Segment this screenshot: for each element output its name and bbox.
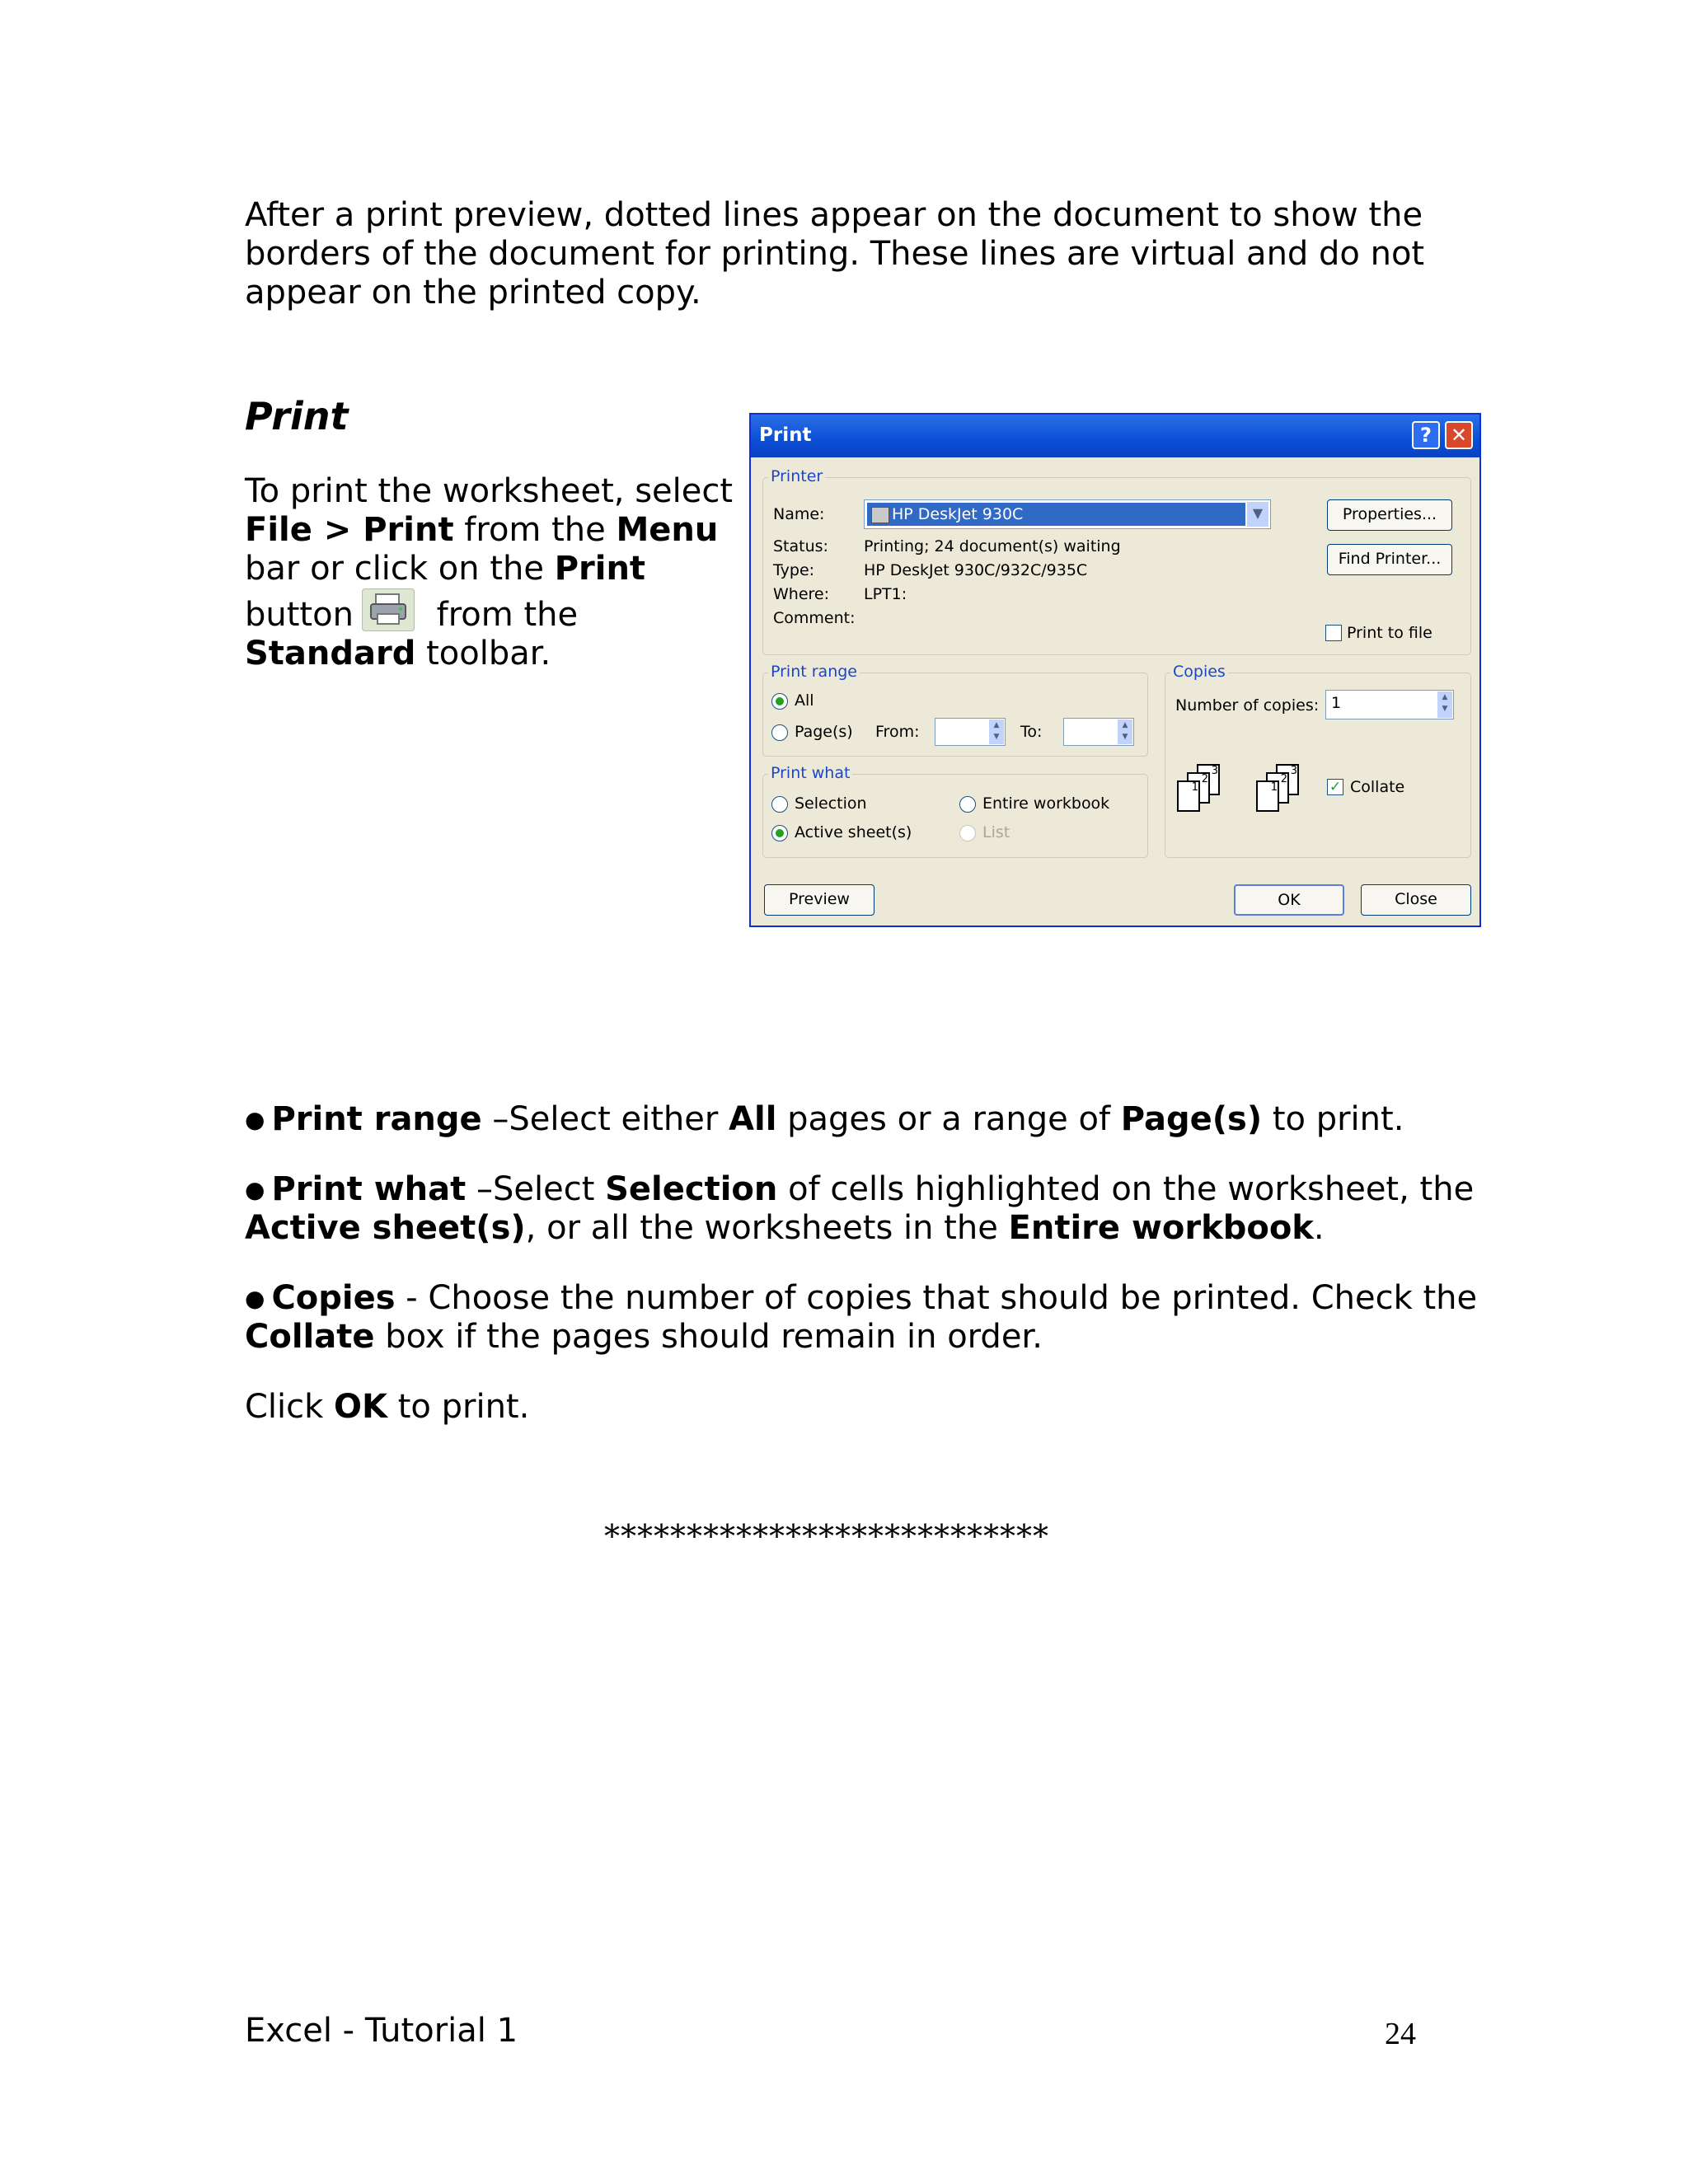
collate-pages-icon: 3 2 1 bbox=[1177, 764, 1221, 813]
active-sheets-radio[interactable] bbox=[771, 825, 788, 841]
to-field[interactable] bbox=[1063, 718, 1134, 746]
collate-checkbox[interactable]: ✓ bbox=[1327, 779, 1343, 795]
pages-radio[interactable] bbox=[771, 724, 788, 741]
title-bar bbox=[751, 415, 1479, 457]
text: box if the pages should remain in order. bbox=[374, 1318, 1043, 1356]
to-spinner[interactable]: ▲ ▼ bbox=[1118, 719, 1132, 744]
print-what-group bbox=[762, 764, 1148, 858]
print-label: Print bbox=[554, 550, 646, 588]
bold-term: OK bbox=[334, 1388, 388, 1426]
selection-label: Selection bbox=[795, 794, 867, 813]
bold-term: Entire workbook bbox=[1008, 1209, 1314, 1247]
bold-term: Copies bbox=[271, 1279, 396, 1317]
status-value: Printing; 24 document(s) waiting bbox=[864, 537, 1121, 555]
close-button[interactable]: Close bbox=[1361, 884, 1471, 916]
text: pages or a range of bbox=[776, 1100, 1121, 1138]
text: bar or click on the bbox=[245, 550, 555, 588]
help-button[interactable]: ? bbox=[1412, 421, 1440, 449]
print-to-file-checkbox[interactable] bbox=[1325, 625, 1342, 641]
list-radio[interactable] bbox=[959, 825, 976, 841]
print-range-group bbox=[762, 663, 1148, 757]
text: to print. bbox=[1262, 1100, 1404, 1138]
dialog-title: Print bbox=[759, 424, 812, 446]
text: from the bbox=[425, 596, 579, 634]
pages-label: Page(s) bbox=[795, 723, 853, 741]
list-item bbox=[245, 1170, 1481, 1248]
where-value: LPT1: bbox=[864, 585, 907, 603]
menu-label: Menu bbox=[616, 511, 719, 549]
file-print-label: File > Print bbox=[245, 511, 454, 549]
printer-small-icon bbox=[871, 507, 889, 523]
text: –Select bbox=[466, 1170, 606, 1208]
collate-label: Collate bbox=[1350, 778, 1405, 796]
printer-group bbox=[762, 467, 1471, 655]
number-of-copies-label: Number of copies: bbox=[1175, 696, 1320, 715]
text: To print the worksheet, select bbox=[245, 472, 734, 510]
text: Click bbox=[245, 1388, 335, 1426]
copies-label: Copies bbox=[1170, 663, 1228, 681]
find-printer-button[interactable]: Find Printer... bbox=[1327, 544, 1452, 575]
print-dialog bbox=[749, 413, 1481, 927]
entire-workbook-radio[interactable] bbox=[959, 796, 976, 813]
list-item bbox=[245, 1100, 1481, 1139]
separator-stars: *************************** bbox=[604, 1518, 1049, 1554]
bold-term: Print what bbox=[271, 1170, 467, 1208]
properties-button[interactable]: Properties... bbox=[1327, 499, 1452, 531]
bold-term: All bbox=[729, 1100, 777, 1138]
text: to print. bbox=[387, 1388, 530, 1426]
bold-term: Selection bbox=[605, 1170, 778, 1208]
all-radio[interactable] bbox=[771, 693, 788, 710]
text: of cells highlighted on the worksheet, the bbox=[777, 1170, 1475, 1208]
bullet-icon: ● bbox=[245, 1176, 265, 1203]
list-label: List bbox=[982, 823, 1010, 841]
print-instructions bbox=[245, 472, 739, 673]
to-label: To: bbox=[1020, 723, 1043, 741]
type-value: HP DeskJet 930C/932C/935C bbox=[864, 561, 1088, 579]
bold-term: Active sheet(s) bbox=[245, 1209, 526, 1247]
intro-paragraph: After a print preview, dotted lines appear on the document to show the borders of the document for printing. These lines are virtual and do not appear on the printed copy. bbox=[245, 196, 1425, 312]
close-icon[interactable]: ✕ bbox=[1445, 421, 1473, 449]
number-of-copies-field[interactable] bbox=[1325, 690, 1454, 719]
text: . bbox=[1313, 1209, 1325, 1247]
active-sheets-label: Active sheet(s) bbox=[795, 823, 912, 841]
text: button bbox=[245, 596, 354, 634]
from-label: From: bbox=[875, 723, 920, 741]
ok-button[interactable]: OK bbox=[1234, 884, 1344, 916]
from-spinner[interactable]: ▲ ▼ bbox=[989, 719, 1004, 744]
text: , or all the worksheets in the bbox=[525, 1209, 1009, 1247]
printer-name-value: HP DeskJet 930C bbox=[867, 503, 1245, 526]
standard-label: Standard bbox=[245, 635, 416, 673]
text: from the bbox=[453, 511, 617, 549]
bullet-list bbox=[245, 1100, 1481, 1458]
print-to-file-label: Print to file bbox=[1347, 624, 1432, 642]
selection-radio[interactable] bbox=[771, 796, 788, 813]
comment-label: Comment: bbox=[773, 609, 856, 627]
bold-term: Collate bbox=[245, 1318, 375, 1356]
name-label: Name: bbox=[773, 505, 825, 523]
printer-group-label: Printer bbox=[768, 467, 825, 485]
bullet-icon: ● bbox=[245, 1285, 265, 1312]
bold-term: Page(s) bbox=[1120, 1100, 1263, 1138]
page-number: 24 bbox=[1385, 2017, 1416, 2051]
print-range-label: Print range bbox=[768, 663, 860, 681]
number-of-copies-value: 1 bbox=[1331, 694, 1342, 712]
footer-title: Excel - Tutorial 1 bbox=[245, 2012, 518, 2050]
list-item bbox=[245, 1279, 1481, 1357]
print-what-label: Print what bbox=[768, 764, 852, 782]
entire-workbook-label: Entire workbook bbox=[982, 794, 1110, 813]
printer-icon bbox=[362, 588, 415, 631]
status-label: Status: bbox=[773, 537, 828, 555]
bullet-icon: ● bbox=[245, 1106, 265, 1133]
section-title: Print bbox=[245, 394, 349, 438]
click-ok-paragraph bbox=[245, 1388, 1481, 1427]
where-label: Where: bbox=[773, 585, 830, 603]
copies-group bbox=[1165, 663, 1471, 858]
all-label: All bbox=[795, 691, 814, 710]
preview-button[interactable]: Preview bbox=[764, 884, 874, 916]
collate-pages-icon: 3 2 1 bbox=[1256, 764, 1301, 813]
text: toolbar. bbox=[415, 635, 551, 673]
from-field[interactable] bbox=[935, 718, 1006, 746]
printer-name-select[interactable] bbox=[864, 499, 1271, 529]
type-label: Type: bbox=[773, 561, 815, 579]
copies-spinner[interactable]: ▲ ▼ bbox=[1437, 691, 1452, 718]
text: –Select either bbox=[481, 1100, 729, 1138]
chevron-down-icon[interactable]: ▼ bbox=[1247, 502, 1268, 527]
bold-term: Print range bbox=[271, 1100, 482, 1138]
text: - Choose the number of copies that should be printed. Check the bbox=[395, 1279, 1478, 1317]
